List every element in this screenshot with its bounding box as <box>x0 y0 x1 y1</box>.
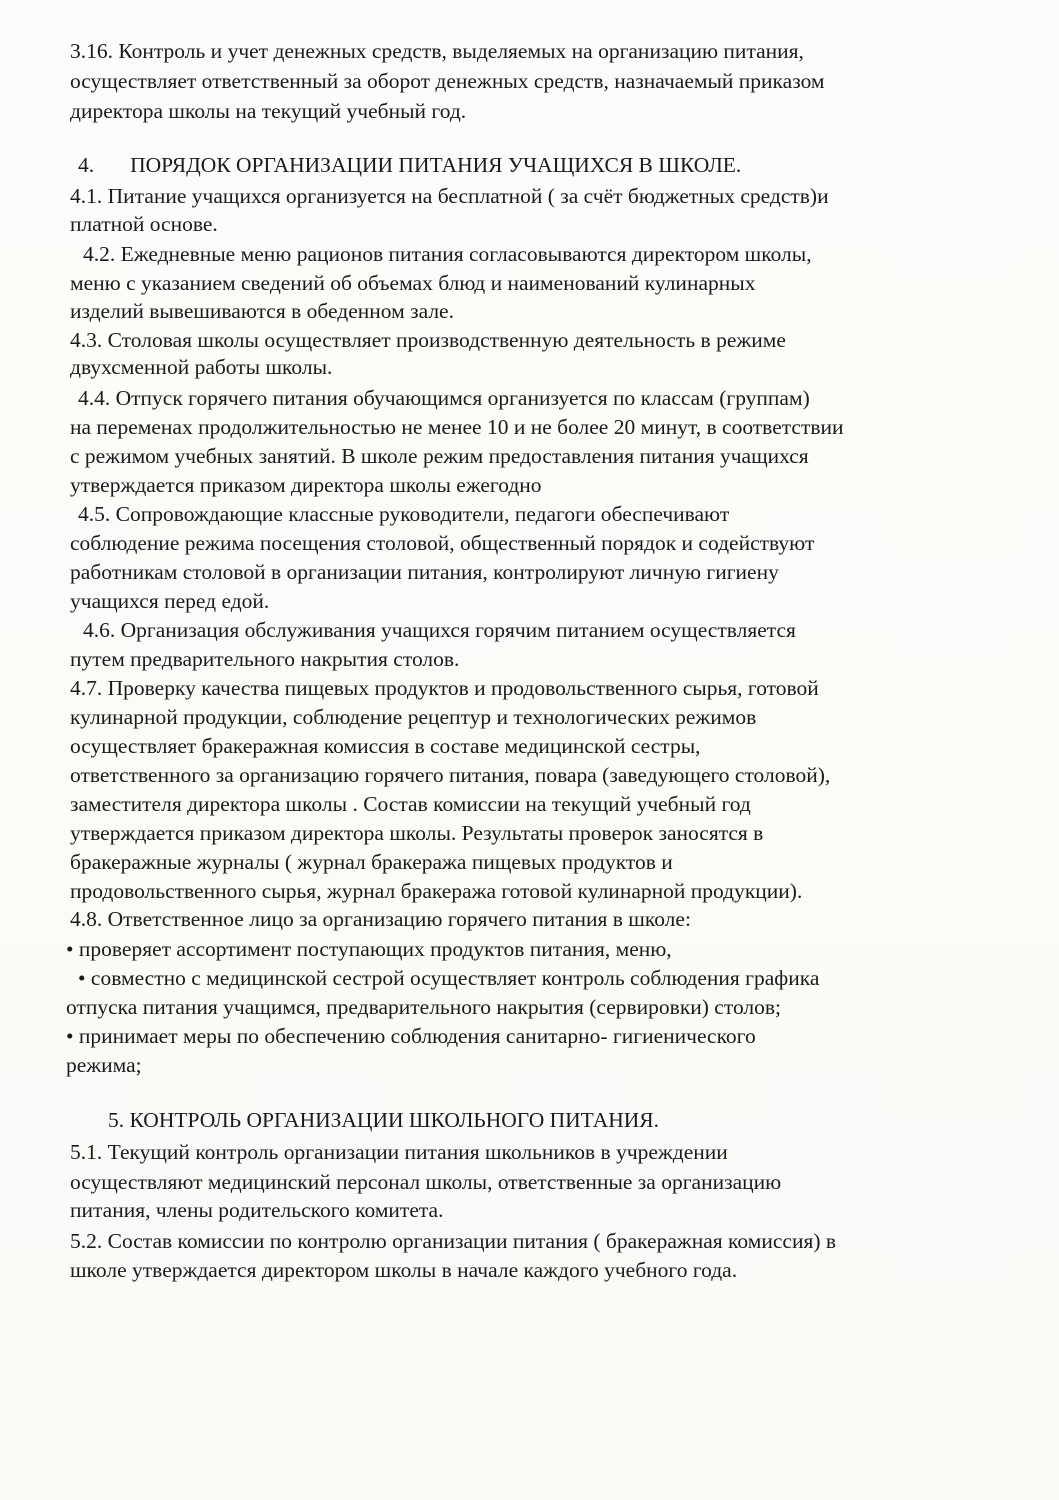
p51-line-1: 5.1. Текущий контроль организации питания школьников в учреждении <box>70 1140 728 1164</box>
p42-line-2: меню с указанием сведений об объемах блюд и наименований кулинарных <box>70 271 756 295</box>
p44-line-2: на переменах продолжительностью не менее 10 и не более 20 минут, в соответствии <box>70 415 844 439</box>
p42-line-1: 4.2. Ежедневные меню рационов питания согласовываются директором школы, <box>83 242 812 266</box>
section-4-number: 4. <box>78 153 95 177</box>
p44-line-4: утверждается приказом директора школы ежегодно <box>70 473 542 497</box>
p48-bullet-2: • совместно с медицинской сестрой осуществляет контроль соблюдения графика <box>78 966 820 990</box>
p51-line-3: питания, члены родительского комитета. <box>70 1198 444 1222</box>
p316-line-2: осуществляет ответственный за оборот денежных средств, назначаемый приказом <box>70 69 825 93</box>
p41-line-1: 4.1. Питание учащихся организуется на бесплатной ( за счёт бюджетных средств)и <box>70 184 829 208</box>
p46-line-1: 4.6. Организация обслуживания учащихся горячим питанием осуществляется <box>83 618 796 642</box>
p47-line-6: утверждается приказом директора школы. Результаты проверок заносятся в <box>70 821 764 845</box>
p47-line-5: заместителя директора школы . Состав комиссии на текущий учебный год <box>70 792 751 816</box>
p43-line-2: двухсменной работы школы. <box>70 355 333 379</box>
p47-line-7: бракеражные журналы ( журнал бракеража пищевых продуктов и <box>70 850 673 874</box>
p47-line-2: кулинарной продукции, соблюдение рецептур и технологических режимов <box>70 705 757 729</box>
section-5-heading: 5. КОНТРОЛЬ ОРГАНИЗАЦИИ ШКОЛЬНОГО ПИТАНИЯ. <box>108 1108 660 1132</box>
p41-line-2: платной основе. <box>70 212 218 236</box>
p46-line-2: путем предварительного накрытия столов. <box>70 647 460 671</box>
p52-line-1: 5.2. Состав комиссии по контролю организации питания ( бракеражная комиссия) в <box>70 1229 837 1253</box>
p48-bullet-1: • проверяет ассортимент поступающих продуктов питания, меню, <box>66 937 672 961</box>
p43-line-1: 4.3. Столовая школы осуществляет производственную деятельность в режиме <box>70 328 786 352</box>
p51-line-2: осуществляют медицинский персонал школы, ответственные за организацию <box>70 1170 782 1194</box>
p45-line-1: 4.5. Сопровождающие классные руководители, педагоги обеспечивают <box>78 502 730 526</box>
p47-line-3: осуществляет бракеражная комиссия в составе медицинской сестры, <box>70 734 701 758</box>
section-4-heading <box>78 155 741 177</box>
p47-line-1: 4.7. Проверку качества пищевых продуктов и продовольственного сырья, готовой <box>70 676 819 700</box>
p316-line-3: директора школы на текущий учебный год. <box>70 99 467 123</box>
p48-bullet-3: • принимает меры по обеспечению соблюдения санитарно- гигиенического <box>66 1024 756 1048</box>
p44-line-3: с режимом учебных занятий. В школе режим предоставления питания учащихся <box>70 444 809 468</box>
p47-line-4: ответственного за организацию горячего питания, повара (заведующего столовой), <box>70 763 831 787</box>
p52-line-2: школе утверждается директором школы в начале каждого учебного года. <box>70 1258 738 1282</box>
p44-line-1: 4.4. Отпуск горячего питания обучающимся организуется по классам (группам) <box>78 386 810 410</box>
p48-bullet-2-cont: отпуска питания учащимся, предварительного накрытия (сервировки) столов; <box>66 995 782 1019</box>
p48-line-1: 4.8. Ответственное лицо за организацию горячего питания в школе: <box>70 907 691 931</box>
section-4-title: ПОРЯДОК ОРГАНИЗАЦИИ ПИТАНИЯ УЧАЩИХСЯ В ШКОЛЕ. <box>130 153 742 177</box>
p42-line-3: изделий вывешиваются в обеденном зале. <box>70 299 454 323</box>
p47-line-8: продовольственного сырья, журнал бракеража готовой кулинарной продукции). <box>70 879 803 903</box>
p45-line-3: работникам столовой в организации питания, контролируют личную гигиену <box>70 560 779 584</box>
p48-bullet-3-cont: режима; <box>66 1053 142 1077</box>
p316-line-1: 3.16. Контроль и учет денежных средств, выделяемых на организацию питания, <box>70 39 804 63</box>
p45-line-2: соблюдение режима посещения столовой, общественный порядок и содействуют <box>70 531 815 555</box>
p45-line-4: учащихся перед едой. <box>70 589 270 613</box>
